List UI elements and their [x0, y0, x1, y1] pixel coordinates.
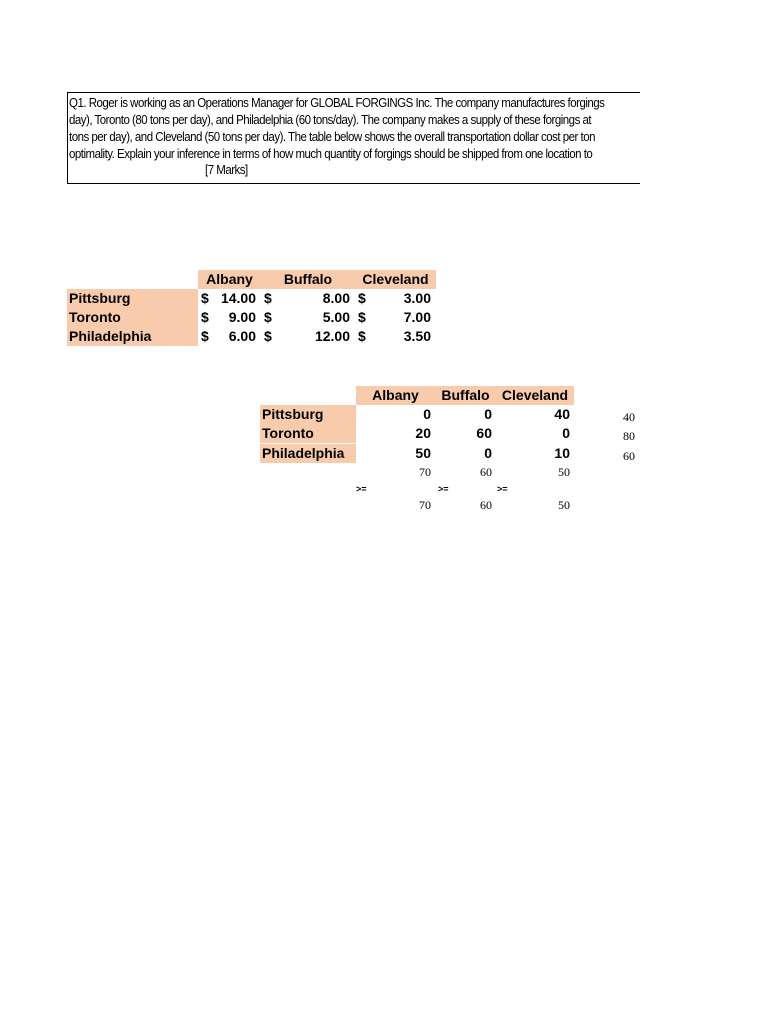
- question-line-4: optimality. Explain your inference in terms of how much quantity of forgings should be shipped from one location to: [69, 147, 593, 161]
- cost-cell: $ 14.00: [201, 290, 256, 306]
- cost-cell: $ 7.00: [358, 309, 431, 325]
- alloc-header-buffalo: Buffalo: [435, 386, 496, 405]
- column-total: 60: [480, 465, 492, 479]
- cost-header-albany: Albany: [198, 270, 261, 289]
- cost-cell: $ 6.00: [201, 328, 256, 344]
- alloc-cell[interactable]: 10: [554, 445, 570, 461]
- constraint-operator: >=: [356, 484, 367, 494]
- cost-cell: $ 12.00: [264, 328, 350, 344]
- alloc-cell[interactable]: 0: [562, 425, 570, 441]
- demand-value: 50: [558, 498, 570, 512]
- alloc-cell[interactable]: 40: [554, 406, 570, 422]
- cost-cell: $ 3.00: [358, 290, 431, 306]
- alloc-cell[interactable]: 60: [476, 425, 492, 441]
- cost-cell: $ 5.00: [264, 309, 350, 325]
- cost-row-label: Philadelphia: [67, 327, 198, 346]
- question-line-3: tons per day), and Cleveland (50 tons per day). The table below shows the overall transportation dollar cost per ton: [69, 130, 596, 144]
- column-total: 70: [419, 465, 431, 479]
- alloc-cell[interactable]: 0: [423, 406, 431, 422]
- cost-cell: $ 3.50: [358, 328, 431, 344]
- cost-header-cleveland: Cleveland: [355, 270, 436, 289]
- alloc-cell[interactable]: 50: [415, 445, 431, 461]
- alloc-header-albany: Albany: [356, 386, 435, 405]
- supply-value: 80: [623, 429, 635, 443]
- alloc-row-label: Toronto: [260, 424, 356, 443]
- alloc-row-label: Philadelphia: [260, 444, 356, 463]
- demand-value: 60: [480, 498, 492, 512]
- constraint-operator: >=: [497, 484, 508, 494]
- column-total: 50: [558, 465, 570, 479]
- question-marks: [7 Marks]: [205, 163, 248, 177]
- cost-cell: $ 8.00: [264, 290, 350, 306]
- cost-header-buffalo: Buffalo: [261, 270, 355, 289]
- question-box: [67, 92, 640, 184]
- alloc-row-label: Pittsburg: [260, 405, 356, 424]
- cost-cell: $ 9.00: [201, 309, 256, 325]
- alloc-cell[interactable]: 0: [484, 406, 492, 422]
- question-line-2: day), Toronto (80 tons per day), and Philadelphia (60 tons/day). The company makes a supply of these forgings at: [69, 113, 592, 127]
- question-line-1: Q1. Roger is working as an Operations Manager for GLOBAL FORGINGS Inc. The company manufactures forgings: [69, 96, 605, 110]
- constraint-operator: >=: [438, 484, 449, 494]
- cost-row-label: Pittsburg: [67, 289, 198, 308]
- alloc-cell[interactable]: 20: [415, 425, 431, 441]
- supply-value: 40: [623, 410, 635, 424]
- cost-row-label: Toronto: [67, 308, 198, 327]
- demand-value: 70: [419, 498, 431, 512]
- supply-value: 60: [623, 449, 635, 463]
- alloc-cell[interactable]: 0: [484, 445, 492, 461]
- alloc-header-cleveland: Cleveland: [496, 386, 574, 405]
